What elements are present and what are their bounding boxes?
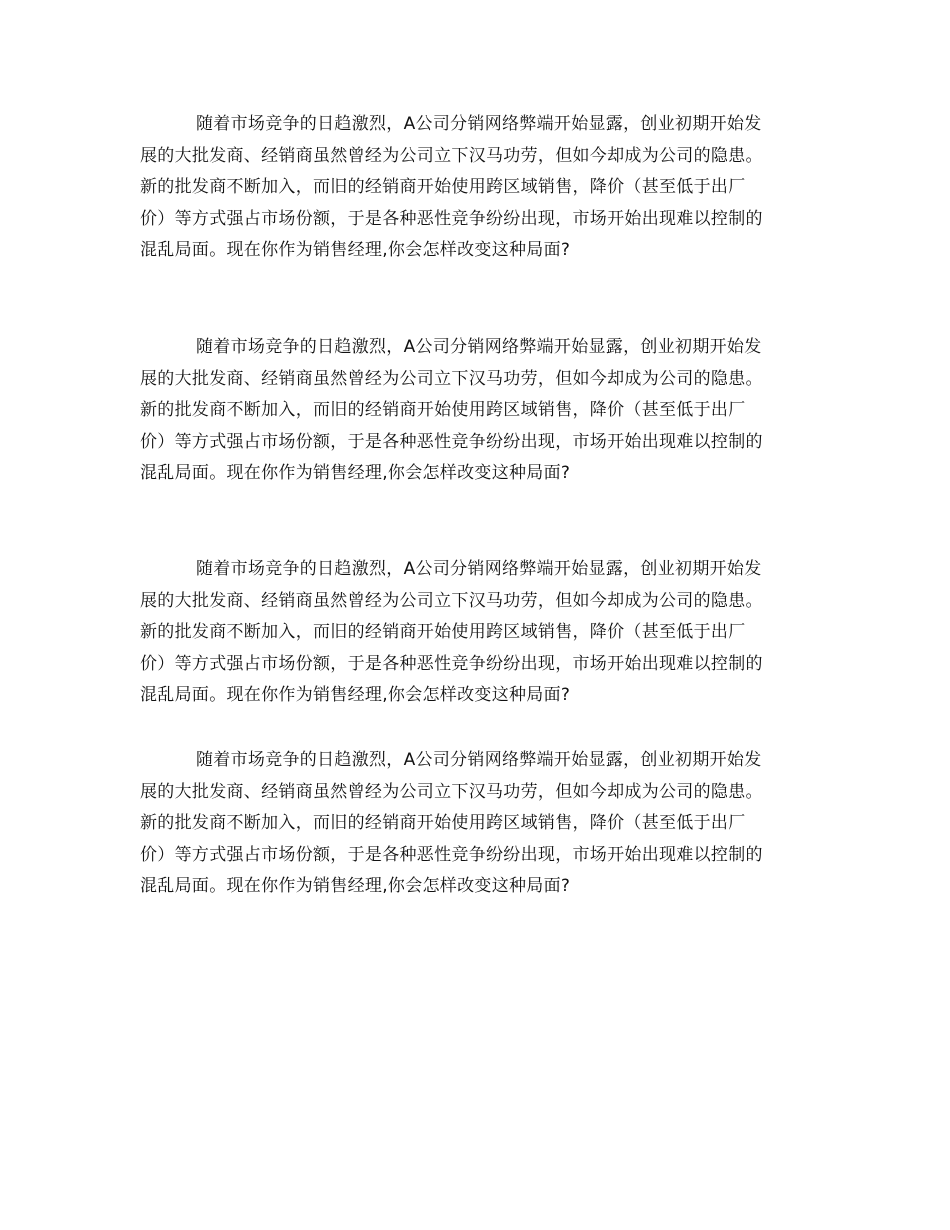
paragraph-line: 混乱局面。现在你作为销售经理,你会怎样改变这种局面? [140,463,571,484]
paragraph-line: 新的批发商不断加入，而旧的经销商开始使用跨区域销售，降价（甚至低于出厂 [140,622,746,643]
paragraph-line: 新的批发商不断加入，而旧的经销商开始使用跨区域销售，降价（甚至低于出厂 [140,813,746,834]
paragraph-line: 展的大批发商、经销商虽然曾经为公司立下汉马功劳，但如今却成为公司的隐患。 [140,145,763,166]
paragraph [140,745,812,903]
paragraph-line: 随着市场竞争的日趋激烈，A公司分销网络弊端开始显露，创业初期开始发 [196,337,762,357]
paragraph [140,332,812,490]
paragraph-line: 展的大批发商、经销商虽然曾经为公司立下汉马功劳，但如今却成为公司的隐患。 [140,590,763,611]
paragraph-line: 价）等方式强占市场份额，于是各种恶性竞争纷纷出现，市场开始出现难以控制的 [140,653,763,674]
paragraph-line: 混乱局面。现在你作为销售经理,你会怎样改变这种局面? [140,876,571,897]
paragraph-line: 展的大批发商、经销商虽然曾经为公司立下汉马功劳，但如今却成为公司的隐患。 [140,781,763,802]
paragraph-line: 价）等方式强占市场份额，于是各种恶性竞争纷纷出现，市场开始出现难以控制的 [140,208,763,229]
paragraph-line: 混乱局面。现在你作为销售经理,你会怎样改变这种局面? [140,685,571,706]
paragraph-line: 展的大批发商、经销商虽然曾经为公司立下汉马功劳，但如今却成为公司的隐患。 [140,368,763,389]
paragraph-line: 随着市场竞争的日趋激烈，A公司分销网络弊端开始显露，创业初期开始发 [196,750,762,770]
paragraph-line: 随着市场竞争的日趋激烈，A公司分销网络弊端开始显露，创业初期开始发 [196,114,762,134]
paragraph-line: 价）等方式强占市场份额，于是各种恶性竞争纷纷出现，市场开始出现难以控制的 [140,844,763,865]
paragraph-line: 新的批发商不断加入，而旧的经销商开始使用跨区域销售，降价（甚至低于出厂 [140,400,746,421]
paragraph [140,554,812,712]
paragraph-line: 混乱局面。现在你作为销售经理,你会怎样改变这种局面? [140,240,571,261]
paragraph-line: 价）等方式强占市场份额，于是各种恶性竞争纷纷出现，市场开始出现难以控制的 [140,431,763,452]
paragraph-line: 随着市场竞争的日趋激烈，A公司分销网络弊端开始显露，创业初期开始发 [196,559,762,579]
paragraph [140,109,812,267]
paragraph-line: 新的批发商不断加入，而旧的经销商开始使用跨区域销售，降价（甚至低于出厂 [140,177,746,198]
